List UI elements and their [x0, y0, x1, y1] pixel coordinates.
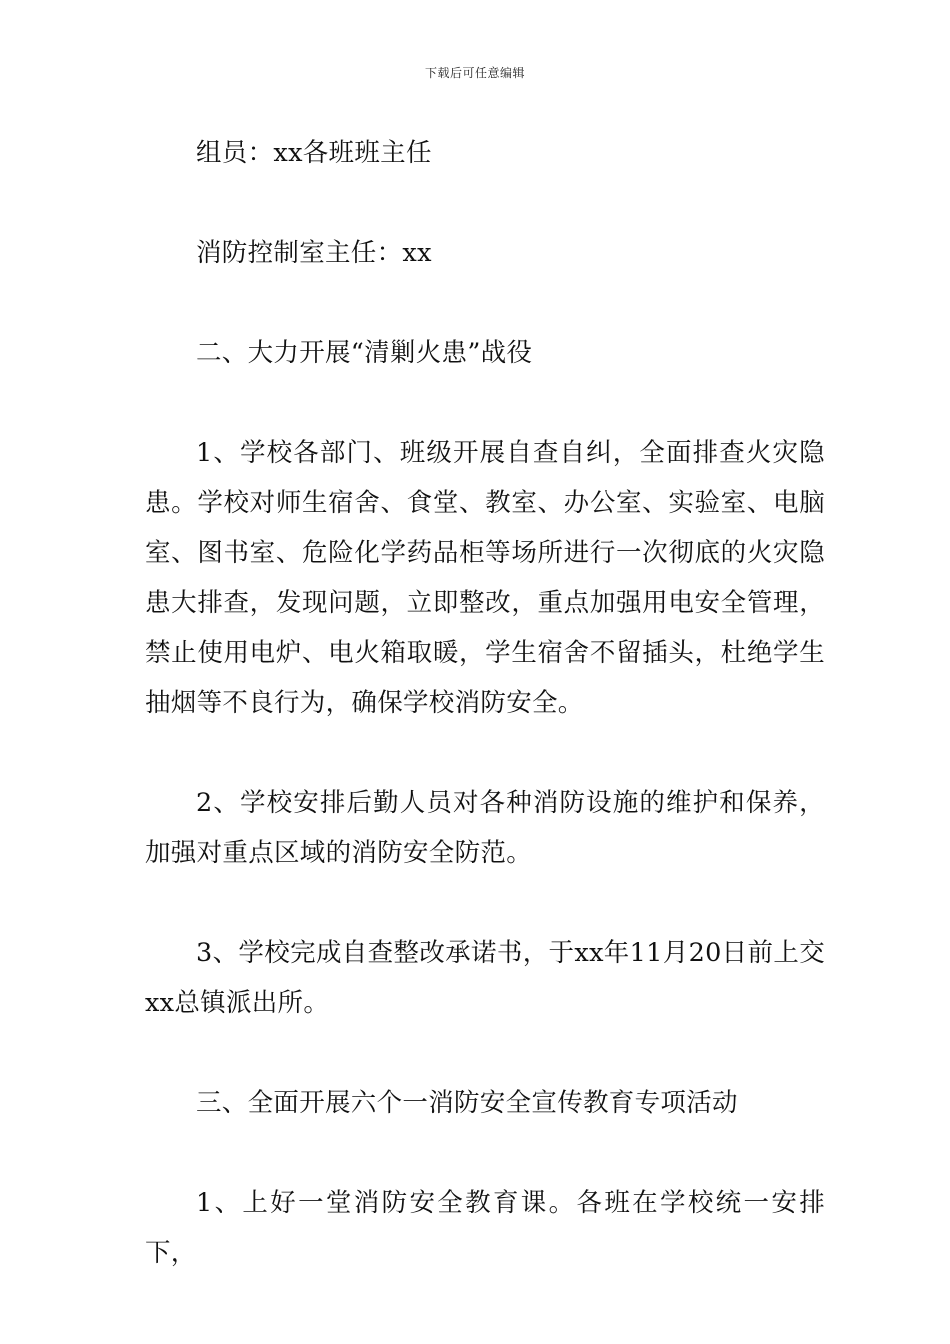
paragraph-2-1: 1、学校各部门、班级开展自查自纠，全面排查火灾隐患。学校对师生宿舍、食堂、教室、办公室、实验室、电脑室、图书室、危险化学药品柜等场所进行一次彻底的火灾隐患大排查，发现问题，立即整改，重点加强用电安全管理，禁止使用电炉、电火箱取暖，学生宿舍不留插头，杜绝学生抽烟等不良行为，确保学校消防安全。 [145, 438, 825, 718]
section-heading-3: 三、全面开展六个一消防安全宣传教育专项活动 [196, 1088, 738, 1118]
paragraph-team-members: 组员：xx各班班主任 [196, 138, 432, 168]
paragraph-2-3: 3、学校完成自查整改承诺书，于xx年11月20日前上交xx总镇派出所。 [145, 938, 825, 1018]
page-header: 下载后可任意编辑 [424, 66, 525, 80]
document-body [145, 128, 825, 1278]
paragraph-2-2: 2、学校安排后勤人员对各种消防设施的维护和保养，加强对重点区域的消防安全防范。 [145, 788, 825, 868]
section-heading-2: 二、大力开展“清剿火患”战役 [196, 338, 533, 368]
paragraph-3-1: 1、上好一堂消防安全教育课。各班在学校统一安排下， [145, 1188, 825, 1268]
paragraph-control-room-director: 消防控制室主任：xx [196, 238, 432, 268]
